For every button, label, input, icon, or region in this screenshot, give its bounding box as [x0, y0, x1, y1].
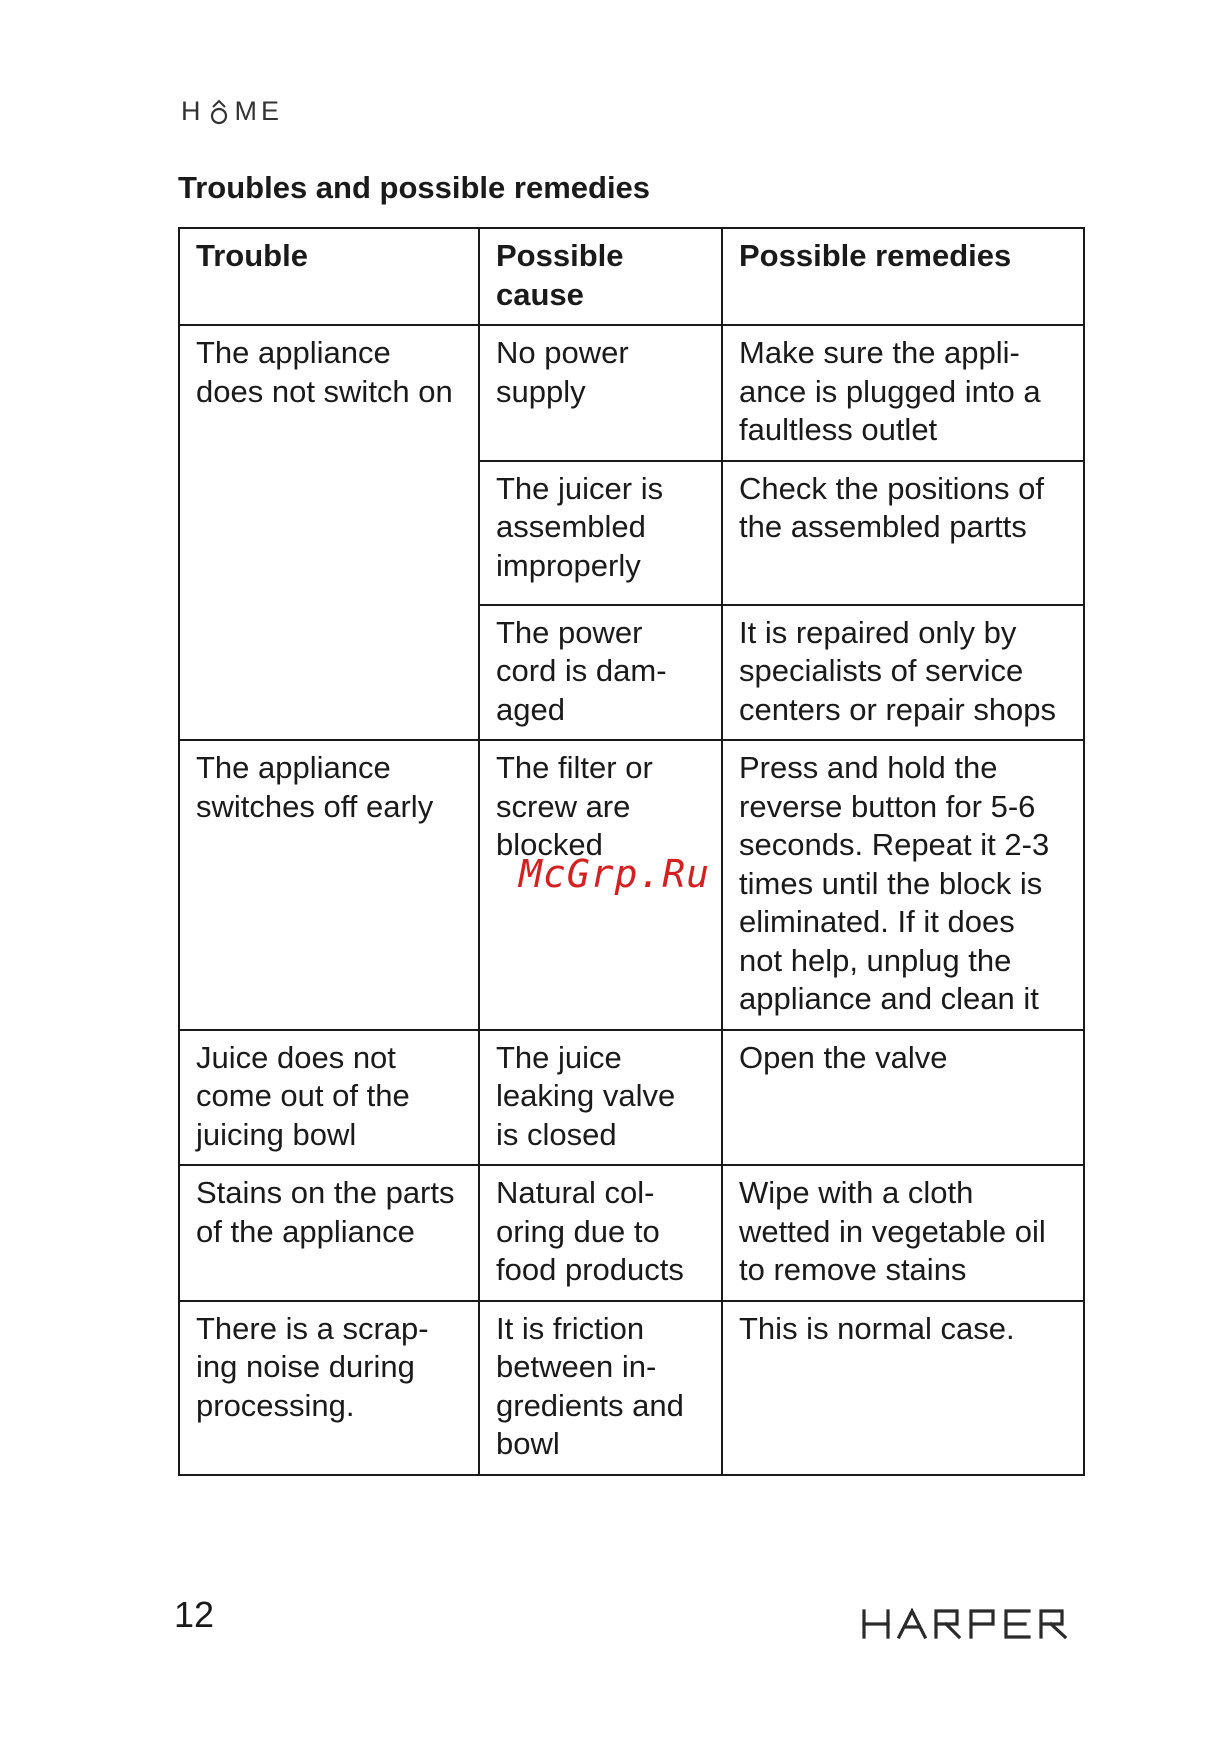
cause-cell: Natural col- oring due to food products	[479, 1165, 722, 1301]
remedy-cell: Open the valve	[722, 1030, 1084, 1166]
remedy-cell: Wipe with a cloth wetted in vegetable oil to remove stains	[722, 1165, 1084, 1301]
cause-cell: The juice leaking valve is closed	[479, 1030, 722, 1166]
page-number: 12	[174, 1594, 215, 1635]
logo-letter-e: E	[261, 96, 284, 126]
trouble-cell: The appliance switches off early	[179, 740, 479, 1030]
trouble-cell: The appliance does not switch on	[179, 325, 479, 740]
cause-cell: The power cord is dam- aged	[479, 605, 722, 741]
trouble-cell: Juice does not come out of the juicing bowl	[179, 1030, 479, 1166]
remedy-cell: This is normal case.	[722, 1301, 1084, 1475]
table-row	[179, 1165, 1084, 1301]
cause-cell: The juicer is assembled improperly	[479, 461, 722, 605]
remedy-cell: Check the positions of the assembled partts	[722, 461, 1084, 605]
table-row	[179, 325, 1084, 461]
home-logo	[181, 96, 283, 127]
header-possible-cause: Possible cause	[479, 228, 722, 325]
remedy-cell: Press and hold the reverse button for 5-6 seconds. Repeat it 2-3 times until the block is eliminated. If it does not help, unplug the appliance and clean it	[722, 740, 1084, 1030]
logo-letter-m: M	[234, 96, 261, 126]
logo-letter-h: H	[181, 96, 205, 126]
watermark: McGrp.Ru	[519, 852, 711, 896]
header-trouble: Trouble	[179, 228, 479, 325]
cause-cell: The filter or screw are blocked	[479, 740, 722, 1030]
harper-logo-graphic	[861, 1608, 1083, 1640]
trouble-cell: There is a scrap- ing noise during processing.	[179, 1301, 479, 1475]
table-row	[179, 1301, 1084, 1475]
remedy-cell: Make sure the appli- ance is plugged into a faultless outlet	[722, 325, 1084, 461]
header-possible-remedies: Possible remedies	[722, 228, 1084, 325]
cause-cell: It is friction between in- gredients and bowl	[479, 1301, 722, 1475]
house-o-icon	[208, 99, 230, 125]
section-title: Troubles and possible remedies	[178, 170, 651, 205]
table-row	[179, 1030, 1084, 1166]
table-header-row	[179, 228, 1084, 325]
harper-logo	[861, 1608, 1083, 1640]
trouble-cell: Stains on the parts of the appliance	[179, 1165, 479, 1301]
cause-cell: No power supply	[479, 325, 722, 461]
remedy-cell: It is repaired only by specialists of service centers or repair shops	[722, 605, 1084, 741]
